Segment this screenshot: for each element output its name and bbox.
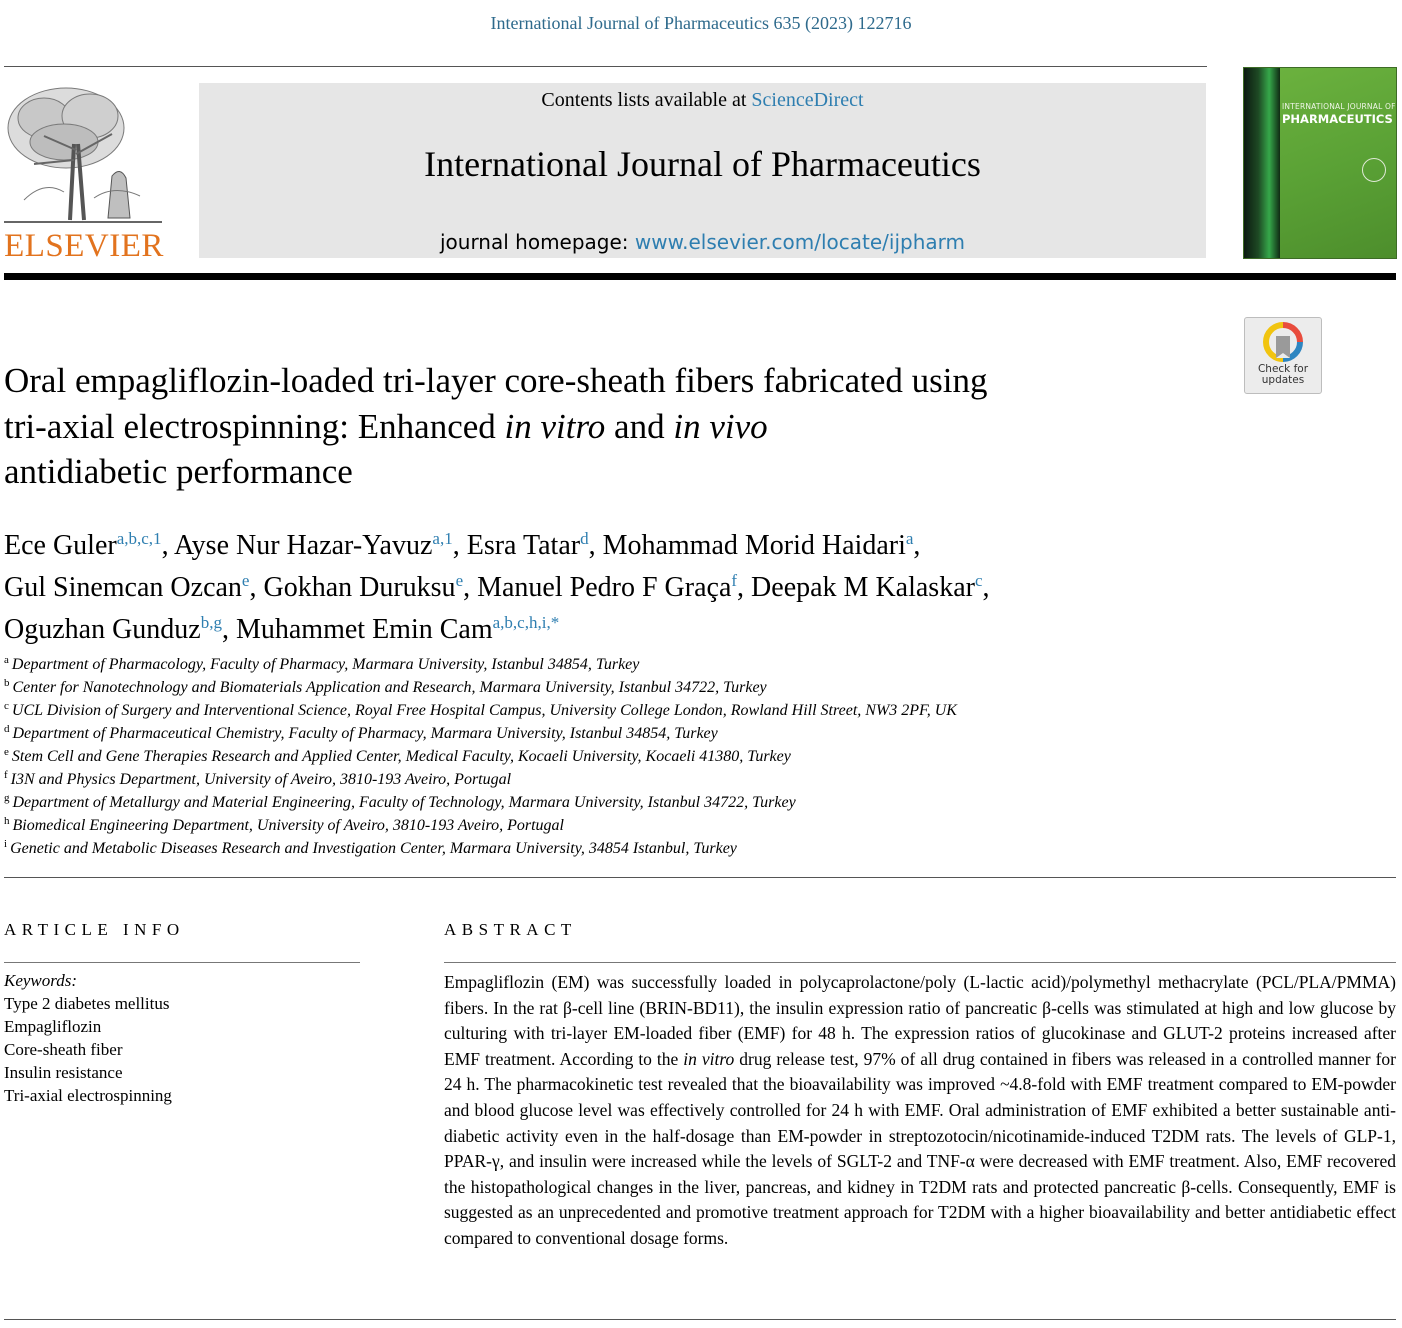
title-line-2c: and — [605, 406, 674, 446]
author-separator: , — [913, 530, 921, 561]
cover-journal-name: PHARMACEUTICS — [1282, 112, 1393, 126]
affiliation-item — [4, 742, 791, 767]
abstract-in-vitro: in vitro — [683, 1048, 735, 1069]
author-affiliation-link[interactable]: a,b,c,1 — [116, 529, 162, 548]
author-affiliation-link[interactable]: c — [974, 571, 983, 590]
author-separator: , — [588, 530, 603, 561]
author-separator: , — [982, 572, 990, 603]
affiliation-item — [4, 765, 511, 790]
keyword-item: Tri-axial electrospinning — [4, 1086, 172, 1105]
author-affiliation-link[interactable]: b,g — [200, 613, 222, 632]
author-separator: , — [249, 572, 264, 603]
author-separator: , — [452, 530, 467, 561]
affiliation-mark: c — [4, 700, 9, 712]
cover-test-tube-art — [1244, 68, 1280, 258]
affiliation-item — [4, 834, 737, 859]
affiliation-text: UCL Division of Surgery and Interventional Science, Royal Free Hospital Campus, University College London, Rowland Hill Street, NW3 2PF, UK — [11, 702, 957, 719]
check-updates-icon — [1262, 321, 1304, 363]
author-name: Ayse Nur Hazar-Yavuz — [174, 530, 433, 561]
author-name: Gul Sinemcan Ozcan — [4, 572, 242, 603]
footer-rule — [4, 1319, 1396, 1320]
author-name: Gokhan Duruksu — [263, 572, 456, 603]
article-info-heading: ARTICLE INFO — [4, 920, 185, 939]
affiliation-item — [4, 719, 718, 744]
affiliation-text: Biomedical Engineering Department, University of Aveiro, 3810-193 Aveiro, Portugal — [12, 817, 564, 834]
author-affiliation-link[interactable]: f — [731, 571, 738, 590]
abstract-text-part-2: drug release test, 97% of all drug contained in fibers was released in a controlled manner for 24 h. The pharmacokinetic test revealed that the bioavailability was improved ~4.8-fold with EMF treatment compared to EM-powder and blood glucose level was effectively controlled for 24 h with EMF. Oral administration of EMF exhibited a better sustainable anti-diabetic activity even in the half-dosage than EM-powder in streptozotocin/nicotinamide-induced T2DM rats. The levels of GLP-1, PPAR-γ, and insulin were increased while the levels of SGLT-2 and TNF-α were decreased with EMF treatment. Also, EMF recovered the histopathological changes in the liver, pancreas, and kidney in T2DM rats and protected pancreatic β-cells. Consequently, EMF is suggested as an unprecedented and promotive treatment approach for T2DM with a higher bioavailability and better antidiabetic effect compared to conventional dosage forms. — [444, 1048, 1396, 1248]
affiliation-item — [4, 696, 957, 721]
abstract-heading: ABSTRACT — [444, 920, 577, 939]
author-affiliation-link[interactable]: d — [580, 529, 589, 548]
keywords-label: Keywords: — [4, 971, 78, 990]
contents-line — [199, 89, 1206, 112]
affiliation-mark: b — [4, 677, 10, 689]
check-for-updates-button[interactable] — [1244, 317, 1322, 394]
sciencedirect-link[interactable]: ScienceDirect — [751, 89, 864, 111]
author-name: Muhammet Emin Cam — [235, 614, 493, 645]
author-affiliation-link[interactable]: e — [241, 571, 250, 590]
title-line-3: antidiabetic performance — [4, 452, 353, 491]
author-name: Manuel Pedro F Graça — [477, 572, 732, 603]
title-line-2a: tri-axial electrospinning: Enhanced — [4, 406, 505, 446]
article-title — [4, 358, 1184, 495]
journal-title: International Journal of Pharmaceutics — [424, 144, 981, 184]
author-list — [4, 521, 1204, 647]
abstract-rule — [444, 962, 1396, 963]
affiliation-item — [4, 650, 639, 675]
abstract-body — [444, 970, 1396, 1252]
affiliation-text: I3N and Physics Department, University of Aveiro, 3810-193 Aveiro, Portugal — [10, 771, 512, 788]
title-line-1: Oral empagliflozin-loaded tri-layer core-sheath fibers fabricated using — [4, 361, 988, 400]
keyword-item: Core-sheath fiber — [4, 1040, 123, 1059]
homepage-line — [199, 230, 1206, 254]
affiliation-text: Department of Pharmacology, Faculty of Pharmacy, Marmara University, Istanbul 34854, Turkey — [11, 656, 640, 673]
author-name: Mohammad Morid Haidari — [602, 530, 906, 561]
author-separator: , — [221, 614, 236, 645]
affiliation-mark: f — [4, 769, 8, 781]
author-separator: , — [161, 530, 175, 561]
journal-cover-image[interactable] — [1243, 67, 1397, 259]
article-info-rule — [4, 962, 360, 963]
title-in-vivo: in vivo — [673, 406, 768, 446]
author-affiliation-link[interactable]: a — [905, 529, 914, 548]
publisher-wordmark: ELSEVIER — [4, 228, 164, 264]
affiliation-item — [4, 811, 564, 836]
author-affiliation-link[interactable]: a,1 — [432, 529, 453, 548]
journal-masthead — [199, 83, 1206, 258]
affiliation-item — [4, 788, 796, 813]
header-rule — [4, 66, 1207, 67]
header-thick-rule — [4, 273, 1396, 280]
author-affiliation-link[interactable]: a,b,c,h,i,* — [492, 613, 560, 632]
affiliation-mark: a — [4, 654, 9, 666]
author-name: Deepak M Kalaskar — [751, 572, 975, 603]
affiliation-text: Department of Pharmaceutical Chemistry, Faculty of Pharmacy, Marmara University, Istanbul 34854, Turkey — [12, 725, 718, 742]
affiliation-item — [4, 673, 767, 698]
affiliation-mark: i — [4, 838, 8, 850]
author-name: Oguzhan Gunduz — [4, 614, 201, 645]
author-name: Ece Guler — [4, 530, 117, 561]
affiliation-mark: d — [4, 723, 10, 735]
affiliation-text: Stem Cell and Gene Therapies Research and Applied Center, Medical Faculty, Kocaeli University, Kocaeli 41380, Turkey — [11, 748, 791, 765]
author-name: Esra Tatar — [466, 530, 581, 561]
journal-citation-link[interactable]: International Journal of Pharmaceutics 635 (2023) 122716 — [490, 13, 912, 33]
affiliation-text: Genetic and Metabolic Diseases Research and Investigation Center, Marmara University, 34854 Istanbul, Turkey — [10, 840, 737, 857]
cover-swirl-icon — [1362, 158, 1386, 182]
affiliation-text: Center for Nanotechnology and Biomaterials Application and Research, Marmara University, Istanbul 34722, Turkey — [12, 679, 767, 696]
homepage-prefix: journal homepage: — [439, 230, 635, 254]
affiliation-text: Department of Metallurgy and Material Engineering, Faculty of Technology, Marmara University, Istanbul 34722, Turkey — [12, 794, 796, 811]
affiliation-mark: e — [4, 746, 9, 758]
homepage-link[interactable]: www.elsevier.com/locate/ijpharm — [634, 230, 966, 254]
cover-journal-label: INTERNATIONAL JOURNAL OF — [1282, 102, 1396, 111]
keyword-item: Empagliflozin — [4, 1017, 102, 1036]
contents-prefix: Contents lists available at — [541, 89, 752, 111]
affiliation-mark: g — [4, 792, 10, 804]
author-separator: , — [737, 572, 752, 603]
title-in-vitro: in vitro — [504, 406, 606, 446]
author-separator: , — [463, 572, 478, 603]
affiliation-mark: h — [4, 815, 10, 827]
abstract-text-part-1: Empagliflozin (EM) was successfully loaded in polycaprolactone/poly (L-lactic acid)/polymethyl methacrylate (PCL/PLA/PMMA) fibers. In the rat β-cell line (BRIN-BD11), the insulin expression ratio of pancreatic β-cells was stimulated at high and low glucose by culturing with tri-layer EM-loaded fiber (EMF) for 48 h. The expression ratios of glucokinase and GLUT-2 proteins increased after EMF treatment. According to the — [444, 972, 1396, 1069]
section-rule — [4, 877, 1396, 878]
keyword-item: Insulin resistance — [4, 1063, 123, 1082]
author-affiliation-link[interactable]: e — [455, 571, 464, 590]
keyword-item: Type 2 diabetes mellitus — [4, 994, 170, 1013]
check-updates-label: Check for updates — [1257, 363, 1309, 386]
